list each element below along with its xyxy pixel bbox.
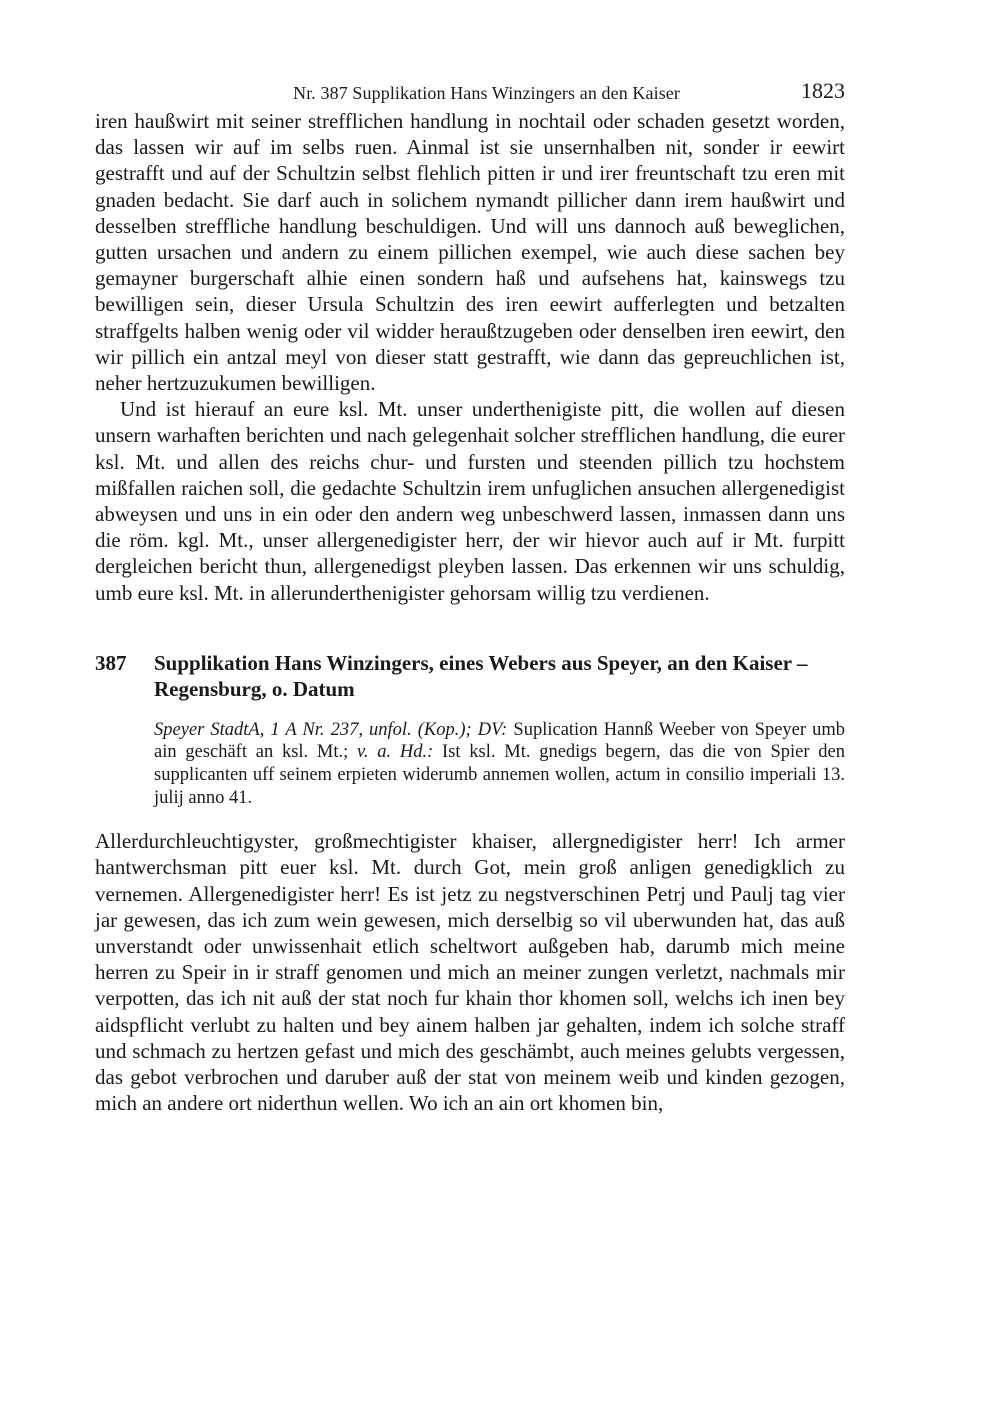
running-title: Nr. 387 Supplikation Hans Winzingers an den Kaiser: [293, 83, 680, 103]
source-note: [154, 719, 845, 809]
source-note-text: Ist ksl. Mt. gnedigs begern, das die von Spier den supplicanten uff seinem erpieten widerumb annemen wollen, actum in consilio imperiali 13. julij anno 41.: [154, 742, 846, 808]
source-hand-label: v. a. Hd.:: [357, 742, 434, 763]
document-heading: [95, 650, 845, 702]
page-number: 1823: [801, 78, 845, 103]
paragraph-continuation: iren haußwirt mit seiner strefflichen handlung in nochtail oder schaden gesetzt worden, das lassen wir auf im selbs ruen. Ainmal ist sie unsernhalben nit, sonder ir eewirt gestrafft und auf der Schultzin selbst flehlich pitten ir und irer freuntschaft tzu eren mit gnaden bedacht. Sie darf auch in solichem nymandt pillicher dann irem haußwirt und desselben streffliche handlung beschuldigen. Und will uns dannoch auß beweglichen, gutten ursachen und andern zu einem pillichen exempel, wie auch diese sachen bey gemayner burgerschaft alhie einen sondern haß und aufsehens hat, kainswegs tzu bewilligen sein, dieser Ursula Schultzin des iren eewirt aufferlegten und betzalten straffgelts halben wenig oder vil widder heraußtzugeben oder denselben iren eewirt, den wir pillich ein antzal meyl von dieser statt gestrafft, wie dann das gepreuchlichen ist, neher hertzuzukumen bewilligen.: [95, 109, 845, 396]
source-endorsement-text: Suplication Hannß Weeber von Speyer umb ain geschäft an ksl. Mt.;: [154, 719, 846, 763]
paragraph-petition: Und ist hierauf an eure ksl. Mt. unser underthenigiste pitt, die wollen auf diesen unsern warhaften berichten und nach gelegenhait solcher strefflichen handlung, die eurer ksl. Mt. und allen des reichs chur- und fursten und steenden pillich tzu hochstem mißfallen raichen soll, die gedachte Schultzin irem unfuglichen ansuchen allergenedigist abweysen und uns in ein oder den andern weg unbeschwerd lassen, inmassen dann uns die röm. kgl. Mt., unser allergenedigister herr, der wir hievor auch auf ir Mt. furpitt dergleichen bericht thun, allergenedigst pleyben lassen. Das erkennen wir uns schuldig, umb eure ksl. Mt. in allerunderthenigister gehorsam willig tzu verdienen.: [95, 397, 845, 605]
document-title: Supplikation Hans Winzingers, eines Webers aus Speyer, an den Kaiser – Regensburg, o. Datum: [154, 650, 808, 701]
document-number: 387: [95, 650, 127, 675]
letter-text: Allerdurchleuchtigyster, großmechtigister khaiser, allergnedigister herr! Ich armer hantwerchsman pitt euer ksl. Mt. durch Got, mein groß anligen genedigklich zu vernemen. Allergenedigister herr! Es ist jetz zu negstverschinen Petrj und Paulj tag vier jar gewesen, das ich zum wein gewesen, mich derselbig so vil uberwunden hat, das auß unverstandt oder unwissenhait etlich scheltwort außgeben hab, darumb mich meine herren zu Speir in ir straff genomen und mich an meiner zungen verletzt, nachmals mir verpotten, das ich nit auß der stat noch fur khain thor khomen soll, welchs ich inen bey aidspflicht verlubt zu halten und bey ainem halben jar gehalten, indem ich solche straff und schmach zu hertzen gefast und mich des geschämbt, auch meines gelubts vergessen, das gebot verbrochen und daruber auß der stat von meinem weib und kinden gezogen, mich an andere ort niderthun wellen. Wo ich an ain ort khomen bin,: [95, 829, 845, 1116]
running-header: [95, 74, 845, 108]
source-archive-label: Speyer StadtA, 1 A Nr. 237, unfol. (Kop.); DV:: [154, 719, 508, 740]
document-page: [95, 74, 845, 1116]
